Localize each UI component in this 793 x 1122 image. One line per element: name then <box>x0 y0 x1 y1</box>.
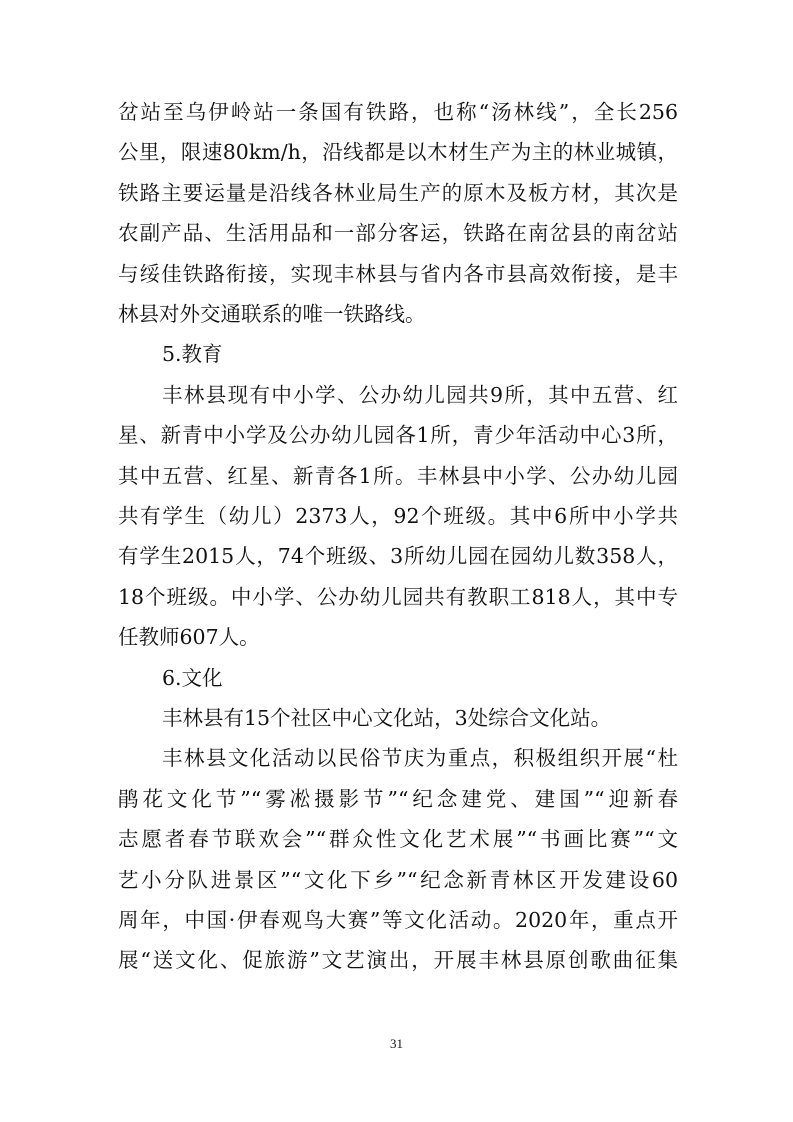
text-line: 鹃花文化节”“雾凇摄影节”“纪念建党、建国”“迎新春 <box>118 786 678 811</box>
text-line: 丰林县文化活动以民俗节庆为重点，积极组织开展“杜 <box>162 746 678 771</box>
text-line: 任教师607人。 <box>118 625 260 650</box>
text-line: 林县对外交通联系的唯一铁路线。 <box>118 302 426 326</box>
text-line: 丰林县现有中小学、公办幼儿园共9所，其中五营、红 <box>162 382 678 407</box>
text-line: 公里，限速80km/h，沿线都是以木材生产为主的林业城镇， <box>118 140 678 165</box>
heading-text: 5.教育 <box>162 342 223 367</box>
text-line: 共有学生（幼儿）2373人，92个班级。其中6所中小学共 <box>118 504 678 528</box>
text-line: 志愿者春节联欢会”“群众性文化艺术展”“书画比赛”“文 <box>118 827 678 852</box>
text-line: 丰林县有15个社区中心文化站，3处综合文化站。 <box>162 706 612 730</box>
text-line: 18个班级。中小学、公办幼儿园共有教职工818人，其中专 <box>118 584 678 609</box>
text-line: 其中五营、红星、新青各1所。丰林县中小学、公办幼儿园 <box>118 463 678 488</box>
page-number: 31 <box>390 1036 403 1051</box>
text-line: 周年，中国·伊春观鸟大赛”等文化活动。2020年，重点开 <box>118 908 678 932</box>
text-line: 与绥佳铁路衔接，实现丰林县与省内各市县高效衔接，是丰 <box>118 261 678 286</box>
text-line: 铁路主要运量是沿线各林业局生产的原木及板方材，其次是 <box>118 180 678 205</box>
text-line: 农副产品、生活用品和一部分客运，铁路在南岔县的南岔站 <box>118 221 678 246</box>
text-line: 星、新青中小学及公办幼儿园各1所，青少年活动中心3所， <box>118 423 678 448</box>
heading-text: 6.文化 <box>162 665 223 690</box>
text-line: 展“送文化、促旅游”文艺演出，开展丰林县原创歌曲征集 <box>118 948 678 973</box>
text-line: 艺小分队进景区”“文化下乡”“纪念新青林区开发建设60 <box>118 867 678 892</box>
text-line: 有学生2015人，74个班级、3所幼儿园在园幼儿数358人， <box>118 544 678 569</box>
text-line: 岔站至乌伊岭站一条国有铁路，也称“汤林线”，全长256 <box>118 100 678 124</box>
